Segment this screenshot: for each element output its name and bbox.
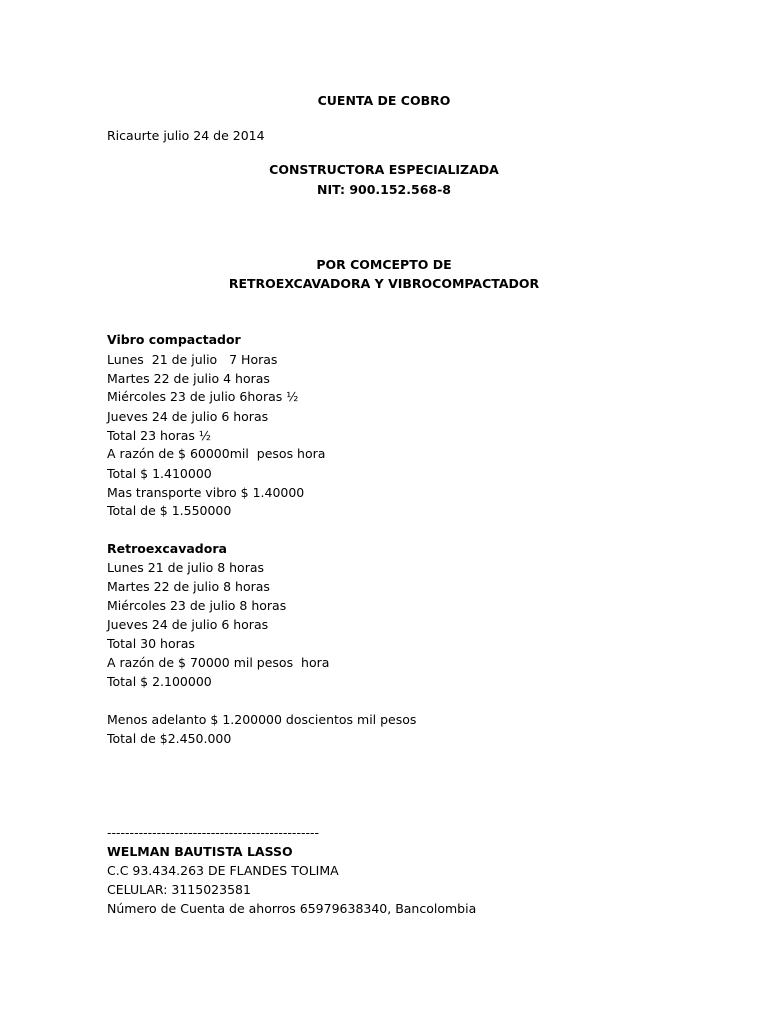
vibro-line: Mas transporte vibro $ 1.40000 — [107, 485, 305, 500]
signer-account: Número de Cuenta de ahorros 65979638340, Bancolombia — [107, 901, 477, 916]
concept-line-1: POR COMCEPTO DE — [316, 257, 452, 272]
vibro-line: Lunes 21 de julio 7 Horas — [107, 352, 278, 367]
vibro-line: Total de $ 1.550000 — [107, 503, 232, 518]
retro-line: Martes 22 de julio 8 horas — [107, 579, 270, 594]
vibro-line: Jueves 24 de julio 6 horas — [107, 409, 269, 424]
place-date: Ricaurte julio 24 de 2014 — [107, 128, 265, 143]
concept-line-2: RETROEXCAVADORA Y VIBROCOMPACTADOR — [228, 276, 540, 291]
signer-phone: CELULAR: 3115023581 — [107, 882, 251, 897]
company-nit: NIT: 900.152.568-8 — [317, 182, 451, 197]
retro-line: Miércoles 23 de julio 8 horas — [107, 598, 287, 613]
retro-heading: Retroexcavadora — [107, 541, 227, 556]
advance-line: Menos adelanto $ 1.200000 doscientos mil pesos — [107, 712, 417, 727]
vibro-line: Total $ 1.410000 — [107, 466, 212, 481]
vibro-line: Miércoles 23 de julio 6horas ½ — [107, 389, 299, 404]
vibro-line: Total 23 horas ½ — [107, 428, 212, 443]
grand-total: Total de $2.450.000 — [107, 731, 232, 746]
vibro-heading: Vibro compactador — [107, 332, 241, 347]
retro-line: Jueves 24 de julio 6 horas — [107, 617, 269, 632]
signer-id: C.C 93.434.263 DE FLANDES TOLIMA — [107, 863, 339, 878]
signature-rule: ----------------------------------------------- — [107, 825, 319, 840]
retro-line: A razón de $ 70000 mil pesos hora — [107, 655, 330, 670]
retro-line: Total 30 horas — [107, 636, 195, 651]
signer-name: WELMAN BAUTISTA LASSO — [107, 844, 293, 859]
document-title: CUENTA DE COBRO — [317, 93, 451, 108]
retro-line: Lunes 21 de julio 8 horas — [107, 560, 265, 575]
vibro-line: A razón de $ 60000mil pesos hora — [107, 446, 326, 461]
vibro-line: Martes 22 de julio 4 horas — [107, 371, 270, 386]
company-name: CONSTRUCTORA ESPECIALIZADA — [269, 162, 499, 177]
retro-line: Total $ 2.100000 — [107, 674, 212, 689]
